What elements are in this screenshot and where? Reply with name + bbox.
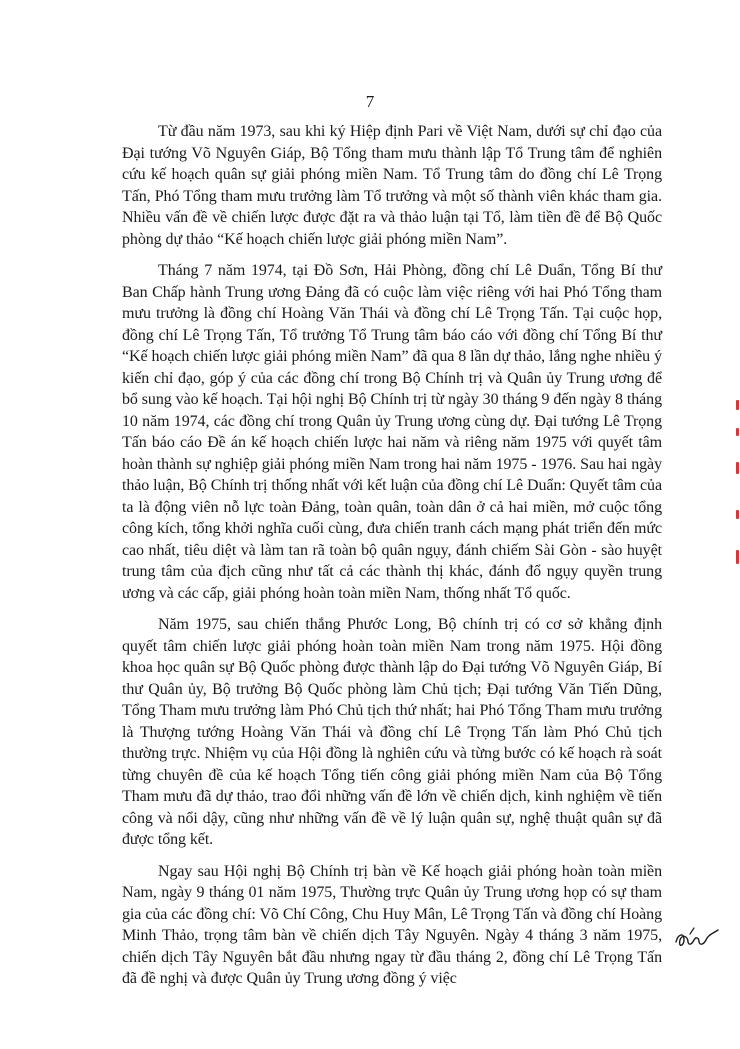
paragraph-4: Ngay sau Hội nghị Bộ Chính trị bàn về Kế hoạch giải phóng hoàn toàn miền Nam, ngày 9 tháng 01 năm 1975, Thường trực Quân ủy Trung ương họp có sự tham gia của các đồng chí: Võ Chí Công, Chu Huy Mân, Lê Trọng Tấn và đồng chí Hoàng Minh Thảo, trọng tâm bàn về chiến dịch Tây Nguyên. Ngày 4 tháng 3 năm 1975, chiến dịch Tây Nguyên bắt đầu nhưng ngay từ đầu tháng 2, đồng chí Lê Trọng Tấn đã đề nghị và được Quân ủy Trung ương đồng ý việc xyxy=(122,862,662,987)
margin-stamp-marks xyxy=(732,400,740,580)
paragraph-3: Năm 1975, sau chiến thắng Phước Long, Bộ chính trị có cơ sở khẳng định quyết tâm chiến lược giải phóng hoàn toàn miền Nam trong năm 1975. Hội đồng khoa học quân sự Bộ Quốc phòng được thành lập do Đại tướng Võ Nguyên Giáp, Bí thư Quân ủy, Bộ trưởng Bộ Quốc phòng làm Chủ tịch; Đại tướng Văn Tiến Dũng, Tổng Tham mưu trưởng làm Phó Chủ tịch thứ nhất; hai Phó Tổng Tham mưu trưởng là Thượng tướng Hoàng Văn Thái và đồng chí Lê Trọng Tấn làm Phó Chủ tịch thường trực. Nhiệm vụ của Hội đồng là nghiên cứu và từng bước có kế hoạch rà soát từng chuyên đề của kế hoạch Tổng tiến công giải phóng miền Nam của Bộ Tổng Tham mưu đã dự thảo, trao đổi những vấn đề lớn về chiến dịch, kinh nghiệm về tiến công và nổi dậy, cũng như những vấn đề về lý luận quân sự, nghệ thuật quân sự đã được tổng kết. xyxy=(122,616,662,848)
document-body xyxy=(122,121,662,1000)
handwritten-initials xyxy=(672,924,722,954)
paragraph-2: Tháng 7 năm 1974, tại Đồ Sơn, Hải Phòng, đồng chí Lê Duẩn, Tổng Bí thư Ban Chấp hành Trung ương Đảng đã có cuộc làm việc riêng với hai Phó Tổng tham mưu trưởng là đồng chí Hoàng Văn Thái và đồng chí Lê Trọng Tấn. Tại cuộc họp, đồng chí Lê Trọng Tấn, Tổ trưởng Tổ Trung tâm báo cáo với đồng chí Tổng Bí thư “Kế hoạch chiến lược giải phóng miền Nam” đã qua 8 lần dự thảo, lắng nghe nhiều ý kiến chỉ đạo, góp ý của các đồng chí trong Bộ Chính trị và Quân ủy Trung ương để bổ sung vào kế hoạch. Tại hội nghị Bộ Chính trị từ ngày 30 tháng 9 đến ngày 8 tháng 10 năm 1974, các đồng chí trong Quân ủy Trung ương cùng dự. Đại tướng Lê Trọng Tấn báo cáo Đề án kế hoạch chiến lược hai năm và riêng năm 1975 với quyết tâm hoàn thành sự nghiệp giải phóng miền Nam trong hai năm 1975 - 1976. Sau hai ngày thảo luận, Bộ Chính trị thống nhất với kết luận của đồng chí Lê Duẩn: Quyết tâm của ta là động viên nỗ lực toàn Đảng, toàn quân, toàn dân ở cả hai miền, mở cuộc tổng công kích, tổng khởi nghĩa cuối cùng, đưa chiến tranh cách mạng phát triển đến mức cao nhất, tiêu diệt và làm tan rã toàn bộ quân ngụy, đánh chiếm Sài Gòn - sào huyệt trung tâm của địch cũng như tất cả các thành thị khác, đánh đổ ngụy quyền trung ương và các cấp, giải phóng hoàn toàn miền Nam, thống nhất Tổ quốc. xyxy=(122,262,662,602)
paragraph-1: Từ đầu năm 1973, sau khi ký Hiệp định Pari về Việt Nam, dưới sự chỉ đạo của Đại tướng Võ Nguyên Giáp, Bộ Tổng tham mưu thành lập Tổ Trung tâm để nghiên cứu kế hoạch quân sự giải phóng miền Nam. Tổ Trung tâm do đồng chí Lê Trọng Tấn, Phó Tổng tham mưu trưởng làm Tổ trưởng và một số thành viên khác tham gia. Nhiều vấn đề về chiến lược được đặt ra và thảo luận tại Tổ, làm tiền đề để Bộ Quốc phòng dự thảo “Kế hoạch chiến lược giải phóng miền Nam”. xyxy=(122,123,662,248)
page-number: 7 xyxy=(365,92,375,111)
